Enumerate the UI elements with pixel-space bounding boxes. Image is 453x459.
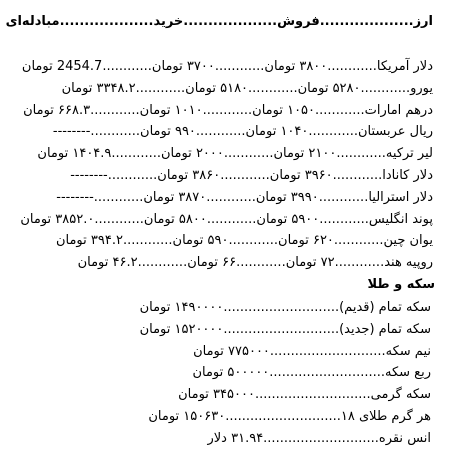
- currency-row-text: دلار استرالیا............۳۹۹۰ تومان............۳۸۷۰ تومان............--------: [56, 189, 433, 205]
- currency-row-text: دلار کانادا............۳۹۶۰ تومان............۳۸۶۰ تومان............--------: [70, 167, 433, 183]
- currency-row-aed: [0, 101, 453, 123]
- coin-row-text: ربع سکه............................۵۰۰۰۰۰ تومان: [192, 365, 431, 381]
- coin-row-gram: [0, 385, 453, 407]
- currency-row-try: [0, 144, 453, 166]
- coin-row-quarter: [0, 363, 453, 385]
- currency-list: [0, 57, 453, 275]
- currency-row-text: ریال عربستان............۱۰۴۰ تومان............۹۹۰ تومان............--------: [52, 124, 433, 140]
- currency-row-euro: [0, 79, 453, 101]
- currency-row-text: یوان چین............۶۲۰ تومان............۵۹۰ تومان............۳۹۴.۲ تومان: [55, 233, 433, 249]
- currency-row-usd: [0, 57, 453, 79]
- currency-row-aud: [0, 188, 453, 210]
- coins-section-title: سکه و طلا: [367, 277, 435, 292]
- coin-row-text: نیم سکه............................۷۷۵۰۰۰ تومان: [193, 343, 431, 359]
- currency-row-text: پوند انگلیس............۵۹۰۰ تومان............۵۸۰۰ تومان............۳۸۵۲.۰ تومان: [20, 211, 433, 227]
- coin-list: [0, 298, 453, 451]
- coin-row-full-new: [0, 320, 453, 342]
- table-header: ارز...................فروش...................خرید...................مبادله‌ای: [5, 14, 433, 29]
- currency-row-sar: [0, 122, 453, 144]
- currency-row-cad: [0, 166, 453, 188]
- currency-row-cny: [0, 231, 453, 253]
- currency-row-text: دلار آمریکا............۳۸۰۰ تومان............۳۷۰۰ تومان............2454.7 تومان: [21, 59, 433, 74]
- coin-row-text: سکه تمام (جدید)............................۱۵۲۰۰۰۰ تومان: [139, 321, 431, 337]
- currency-row-inr: [0, 253, 453, 275]
- currency-row-text: یورو............۵۲۸۰ تومان............۵۱۸۰ تومان............۳۳۴۸.۲ تومان: [61, 80, 433, 96]
- currency-row-text: درهم امارات............۱۰۵۰ تومان............۱۰۱۰ تومان............۶۶۸.۳ تومان: [23, 102, 433, 118]
- coin-row-text: سکه تمام (قدیم)............................۱۴۹۰۰۰۰ تومان: [139, 300, 431, 315]
- coin-row-half: [0, 342, 453, 364]
- currency-row-text: روپیه هند............۷۲ تومان............۶۶ تومان............۴۶.۲ تومان: [77, 255, 433, 271]
- currency-row-gbp: [0, 210, 453, 232]
- coin-row-silver-ounce: [0, 429, 453, 451]
- currency-row-text: لیر ترکیه............۲۱۰۰ تومان............۲۰۰۰ تومان............۱۴۰۴.۹ تومان: [37, 146, 433, 162]
- coin-row-full-old: [0, 298, 453, 320]
- coin-row-text: هر گرم طلای ۱۸............................۱۵۰۶۳۰ تومان: [148, 408, 431, 424]
- coin-row-text: انس نقره............................۳۱.۹۴ دلار: [207, 430, 431, 446]
- coin-row-text: سکه گرمی............................۳۴۵۰۰۰ تومان: [178, 387, 431, 403]
- coin-row-gold-18: [0, 407, 453, 429]
